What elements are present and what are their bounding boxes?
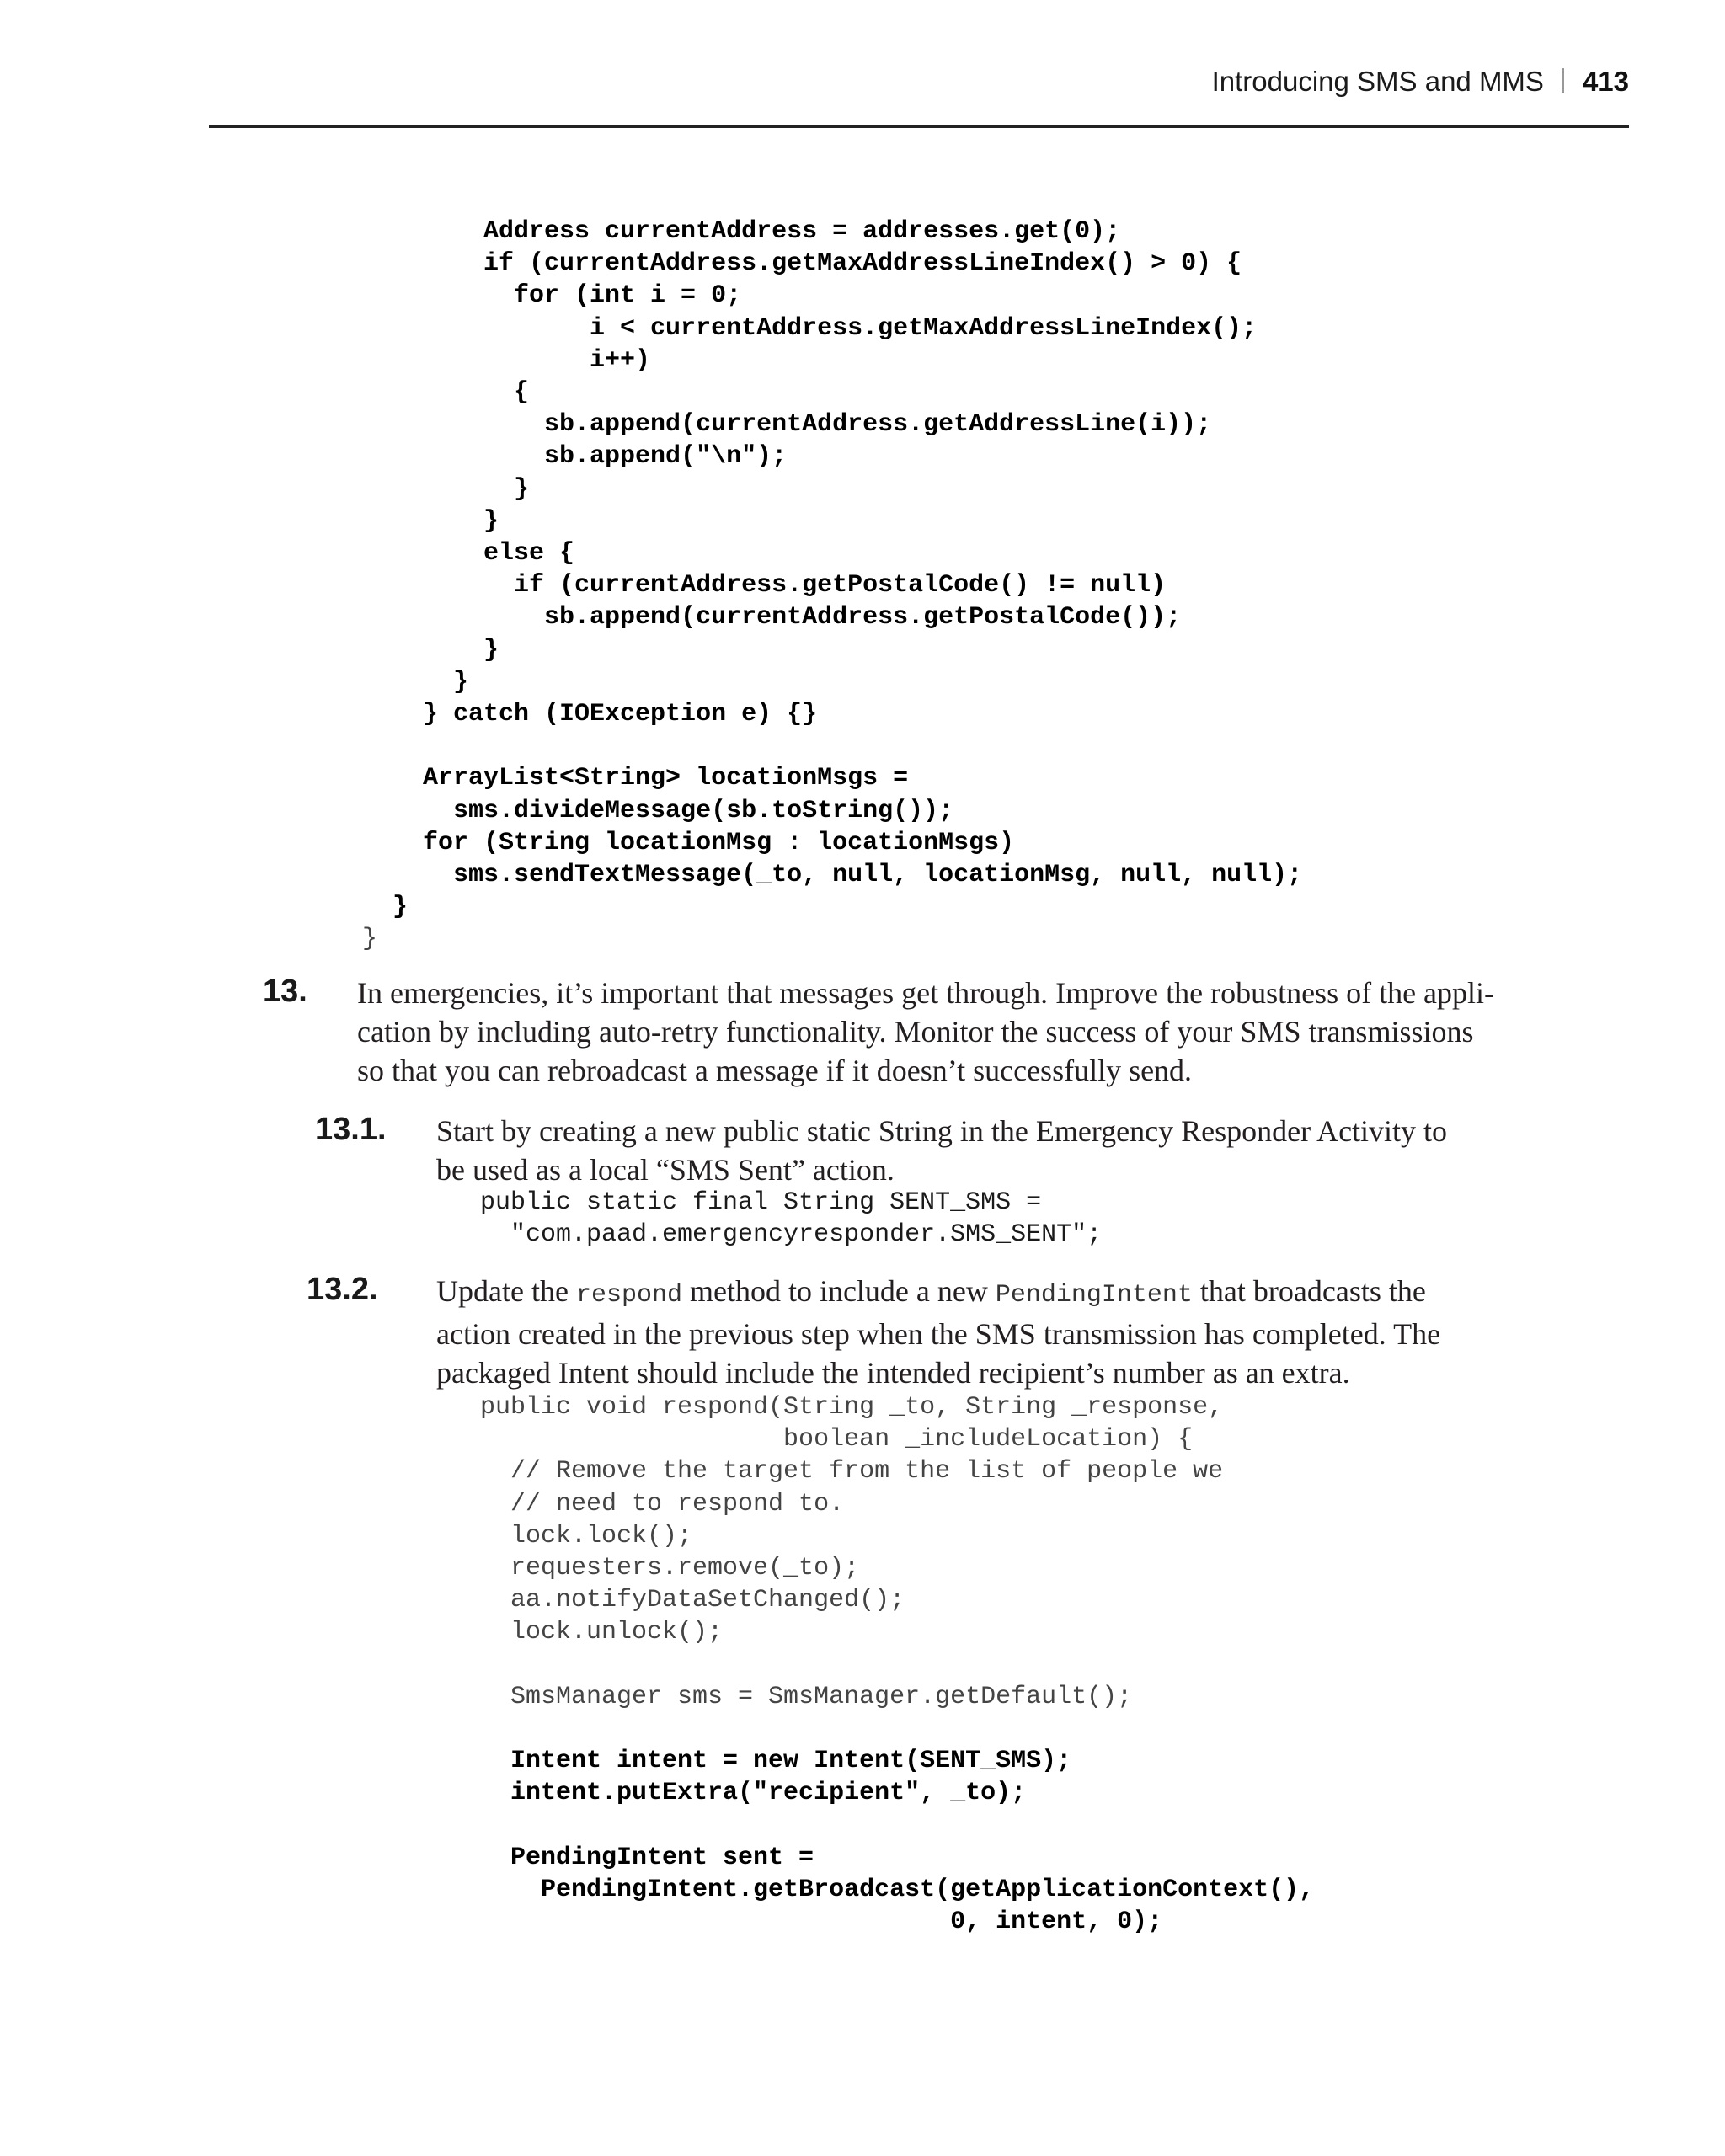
- respond-method-code: [480, 1391, 1314, 1938]
- text-run: Update the: [436, 1274, 576, 1308]
- step-13-2-line: packaged Intent should include the intended recipient’s number as an extra.: [436, 1356, 1350, 1390]
- code-line: 0, intent, 0);: [480, 1908, 1163, 1937]
- code-line: "com.paad.emergencyresponder.SMS_SENT";: [480, 1220, 1103, 1250]
- code-line: public void respond(String _to, String _response,: [480, 1393, 1224, 1422]
- step-13-1-line: be used as a local “SMS Sent” action.: [436, 1153, 895, 1187]
- code-line: sb.append(currentAddress.getAddressLine(i));: [362, 410, 1212, 440]
- header-rule: [209, 125, 1629, 128]
- code-line: SmsManager sms = SmsManager.getDefault();: [480, 1682, 1133, 1711]
- inline-code-pendingintent: PendingIntent: [995, 1281, 1193, 1310]
- code-line: boolean _includeLocation) {: [480, 1425, 1194, 1454]
- code-line: aa.notifyDataSetChanged();: [480, 1586, 905, 1615]
- text-run: method to include a new: [681, 1274, 996, 1308]
- code-line: // Remove the target from the list of people we: [480, 1457, 1224, 1486]
- step-13-2-line: action created in the previous step when the SMS transmission has completed. The: [436, 1317, 1441, 1351]
- code-line: // need to respond to.: [480, 1489, 845, 1518]
- code-line: else {: [362, 539, 575, 568]
- code-line: i < currentAddress.getMaxAddressLineIndex();: [362, 313, 1258, 343]
- code-line: PendingIntent.getBroadcast(getApplicationContext(),: [480, 1876, 1315, 1905]
- code-listing-continued: [362, 216, 1302, 956]
- step-13-1-number: 13.1.: [315, 1112, 387, 1147]
- text-run: that broadcasts the: [1192, 1274, 1426, 1308]
- code-line: ArrayList<String> locationMsgs =: [362, 764, 909, 793]
- code-line: }: [362, 635, 499, 664]
- code-line: if (currentAddress.getMaxAddressLineIndex() > 0) {: [362, 249, 1242, 279]
- code-line: }: [362, 667, 469, 696]
- step-13-number: 13.: [263, 974, 307, 1009]
- step-13-2-line: [436, 1272, 1440, 1315]
- code-line: intent.putExtra("recipient", _to);: [480, 1779, 1027, 1808]
- step-13-1-line: Start by creating a new public static String in the Emergency Responder Activity to: [436, 1114, 1448, 1148]
- code-line: sms.sendTextMessage(_to, null, locationMsg, null, null);: [362, 861, 1303, 890]
- inline-code-respond: respond: [575, 1281, 682, 1310]
- step-13-text: [357, 974, 1494, 1090]
- code-line: }: [362, 893, 409, 922]
- code-line: lock.unlock();: [480, 1618, 724, 1647]
- code-line: }: [362, 925, 378, 954]
- code-line: sb.append("\n");: [362, 442, 788, 472]
- code-line: if (currentAddress.getPostalCode() != null): [362, 571, 1167, 600]
- code-line: public static final String SENT_SMS =: [480, 1188, 1042, 1217]
- code-line: for (int i = 0;: [362, 281, 742, 311]
- code-line: }: [362, 506, 499, 536]
- code-line: for (String locationMsg : locationMsgs): [362, 828, 1015, 857]
- code-line: i++): [362, 345, 651, 375]
- code-line: } catch (IOException e) {}: [362, 700, 818, 729]
- code-line: sms.divideMessage(sb.toString());: [362, 796, 954, 825]
- code-line: }: [362, 474, 530, 504]
- code-line: {: [362, 378, 530, 408]
- page-number: 413: [1582, 66, 1629, 97]
- running-header: [1212, 66, 1629, 103]
- code-line: Intent intent = new Intent(SENT_SMS);: [480, 1747, 1072, 1776]
- step-13-line: In emergencies, it’s important that messages get through. Improve the robustness of the appli-: [357, 976, 1495, 1010]
- code-line: lock.lock();: [480, 1521, 693, 1550]
- step-13-1-text: [436, 1112, 1447, 1189]
- code-line: PendingIntent sent =: [480, 1843, 814, 1872]
- step-13-2-text: [436, 1272, 1440, 1392]
- step-13-line: so that you can rebroadcast a message if it doesn’t successfully send.: [357, 1054, 1193, 1087]
- code-line: requesters.remove(_to);: [480, 1554, 860, 1583]
- chapter-title: Introducing SMS and MMS: [1211, 66, 1544, 97]
- sent-sms-constant-code: [480, 1187, 1102, 1251]
- step-13-line: cation by including auto-retry functionality. Monitor the success of your SMS transmissions: [357, 1015, 1474, 1049]
- code-line: Address currentAddress = addresses.get(0);: [362, 217, 1121, 246]
- code-line: sb.append(currentAddress.getPostalCode());: [362, 603, 1182, 632]
- step-13-2-number: 13.2.: [307, 1272, 378, 1307]
- header-separator: [1562, 68, 1564, 93]
